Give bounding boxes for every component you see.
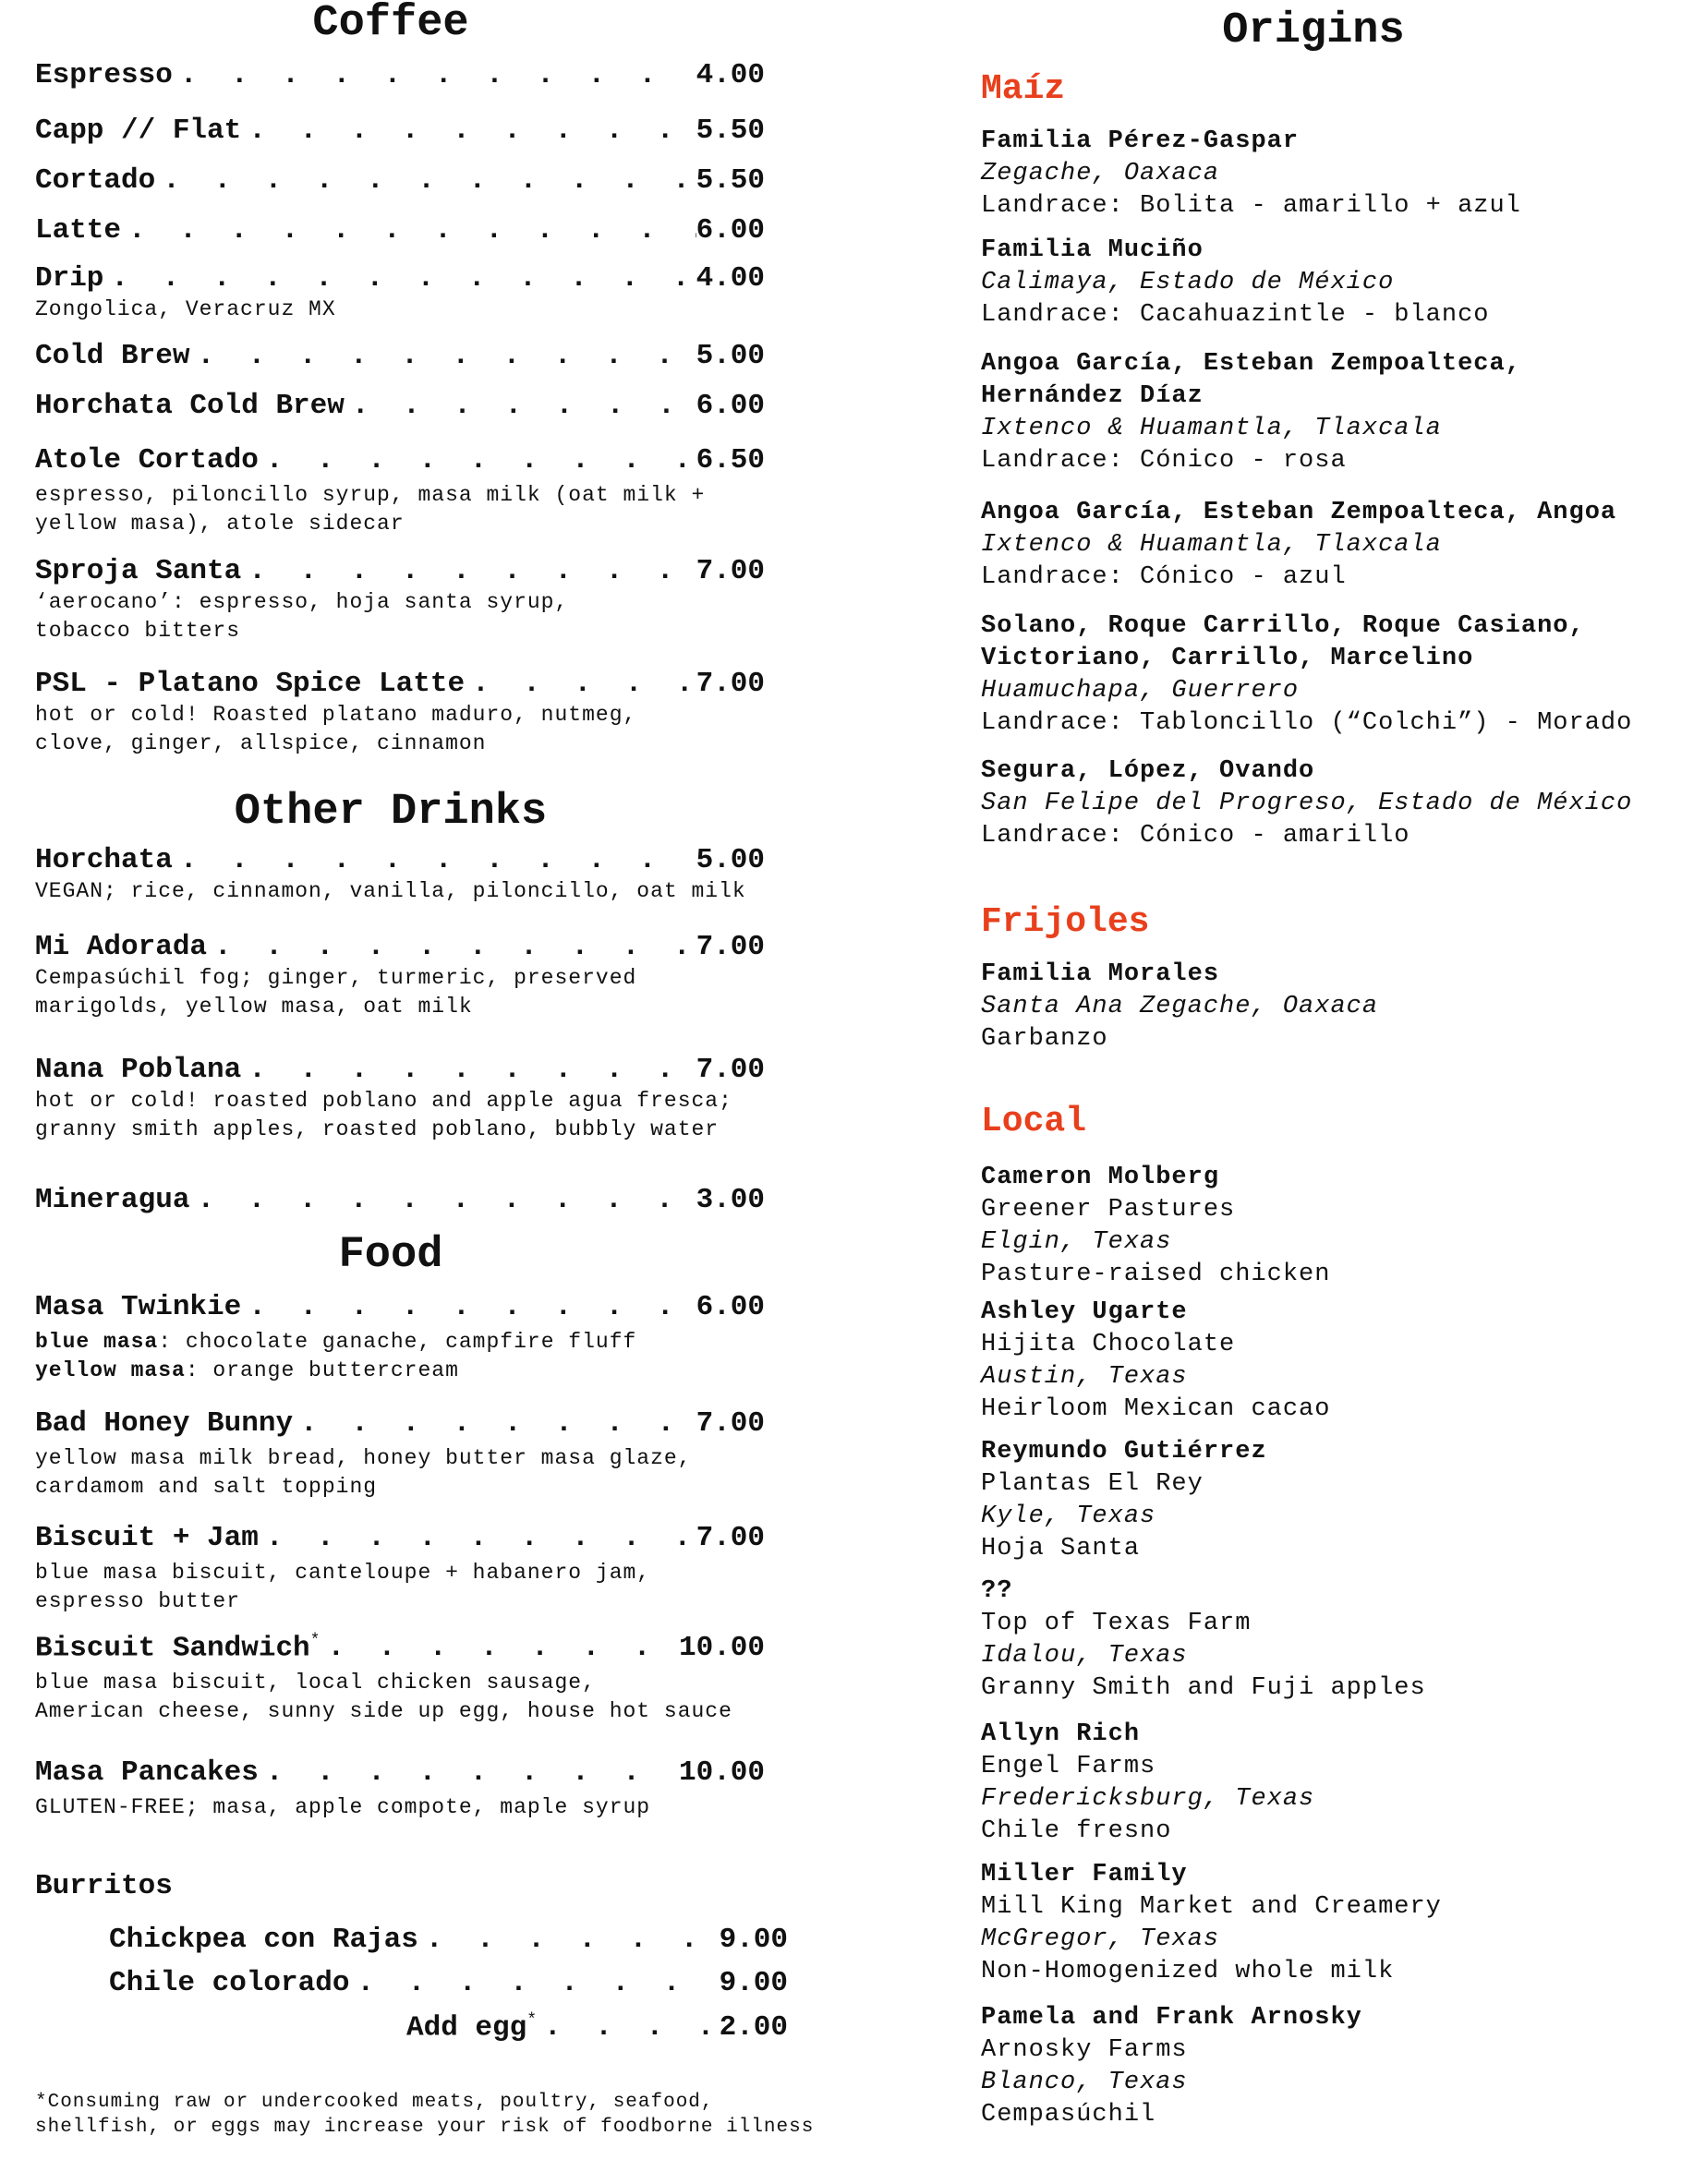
item-price: 7.00 [696,668,765,700]
producer-farm: Arnosky Farms [981,2036,1188,2064]
producer-name: Pamela and Frank Arnosky [981,2004,1362,2032]
item-name: Drip [35,262,104,295]
leader-dots [207,931,696,964]
leader-dots [103,262,696,296]
leader-dots [345,390,696,423]
producer-detail: Granny Smith and Fuji apples [981,1674,1426,1702]
item-description: yellow masa milk bread, honey butter masa glaze, cardamom and salt topping [35,1445,692,1499]
leader-dots [189,1184,696,1217]
burritos-heading: Burritos [35,1870,173,1902]
menu-item [35,1054,765,1144]
producer-farm: Mill King Market and Creamery [981,1893,1442,1921]
producer-name: Reymundo Gutiérrez [981,1438,1267,1466]
item-price: 6.00 [696,390,765,422]
leader-dots [241,115,696,148]
leader-dots [320,1632,679,1665]
item-price: 4.00 [696,59,765,91]
leader-dots [241,1054,696,1087]
leader-dots [537,2011,720,2045]
menu-item [35,262,765,324]
add-egg-item [406,2011,788,2045]
item-name: Cold Brew [35,340,190,372]
item-price: 7.00 [696,1407,765,1440]
origin-entry [981,1297,1701,1426]
producer-detail: Landrace: Cónico - amarillo [981,822,1410,850]
item-price: 5.50 [696,164,765,197]
item-price: 10.00 [678,1756,765,1789]
item-name: Masa Pancakes [35,1756,259,1789]
producer-place: Huamuchapa, Guerrero [981,677,1300,705]
producer-place: Blanco, Texas [981,2069,1188,2096]
producer-detail: Landrace: Cónico - azul [981,563,1347,591]
producer-place: Elgin, Texas [981,1228,1172,1256]
producer-detail: Chile fresno [981,1817,1172,1845]
leader-dots [418,1924,720,1957]
item-name: Mineragua [35,1184,190,1216]
leader-dots [121,214,696,247]
origin-entry [981,1575,1701,1705]
leader-dots [173,59,696,92]
item-desc-text: : orange buttercream [185,1357,459,1382]
item-name: Masa Twinkie [35,1291,242,1323]
item-name: Chile colorado [109,1967,350,1999]
producer-farm: Engel Farms [981,1753,1156,1780]
other-drinks-heading: Other Drinks [234,788,548,837]
leader-dots [465,668,696,701]
item-desc-text: : chocolate ganache, campfire fluff [158,1329,637,1354]
item-price: 9.00 [719,1967,788,1999]
leader-dots [259,1522,696,1555]
item-description: ‘aerocano’: espresso, hoja santa syrup, tobacco bitters [35,589,569,643]
item-name: Bad Honey Bunny [35,1407,294,1440]
producer-name: Familia Pérez-Gaspar [981,127,1300,155]
item-price: 6.00 [696,1291,765,1323]
producer-place: Calimaya, Estado de México [981,269,1395,296]
producer-detail: Landrace: Bolita - amarillo + azul [981,192,1521,220]
item-price: 6.00 [696,214,765,247]
asterisk: * [526,2011,538,2030]
producer-place: San Felipe del Progreso, Estado de México [981,790,1633,817]
producer-name: Allyn Rich [981,1720,1141,1748]
menu-item [35,214,765,247]
coffee-heading: Coffee [312,0,469,48]
origin-entry [981,755,1701,852]
leader-dots [155,164,696,198]
producer-place: Zegache, Oaxaca [981,160,1220,187]
item-name: Cortado [35,164,156,197]
menu-item [35,1407,765,1502]
menu-item [35,390,765,423]
producer-name: Familia Morales [981,960,1220,988]
menu-item [35,340,765,373]
producer-name: Cameron Molberg [981,1164,1220,1191]
producer-farm: Greener Pastures [981,1196,1236,1224]
item-desc-bold: blue masa [35,1329,159,1354]
item-name: Capp // Flat [35,115,242,147]
producer-farm: Hijita Chocolate [981,1331,1236,1358]
menu-item [35,1522,765,1616]
producer-detail: Hoja Santa [981,1535,1141,1563]
producer-name: Angoa García, Esteban Zempoalteca, Angoa [981,499,1617,526]
menu-item [35,1291,765,1385]
producer-place: Kyle, Texas [981,1502,1156,1530]
item-description: blue masa biscuit, canteloupe + habanero jam, espresso butter [35,1560,651,1613]
item-desc-bold: yellow masa [35,1357,186,1382]
origin-entry [981,959,1701,1056]
item-name: Horchata [35,844,173,876]
food-heading: Food [338,1231,443,1280]
origin-entry [981,497,1701,594]
menu-item [35,555,765,646]
item-price: 6.50 [696,444,765,477]
producer-name: Segura, López, Ovando [981,757,1315,785]
item-name: Biscuit + Jam [35,1522,259,1554]
producer-name: Angoa García, Esteban Zempoalteca, Hernández Díaz [981,350,1521,410]
item-price: 4.00 [696,262,765,295]
menu-item [35,844,765,906]
item-name: PSL - Platano Spice Latte [35,668,466,700]
menu-item [35,668,765,758]
origin-entry [981,610,1701,740]
item-name: Mi Adorada [35,931,208,963]
menu-item [35,444,765,538]
leader-dots [173,844,696,877]
item-price: 7.00 [696,1054,765,1086]
item-name: Sproja Santa [35,555,242,587]
item-name: Biscuit Sandwich [35,1632,310,1665]
item-price: 9.00 [719,1924,788,1956]
producer-detail: Pasture-raised chicken [981,1261,1331,1288]
item-description: Zongolica, Veracruz MX [35,296,336,321]
asterisk: * [309,1632,321,1650]
origins-heading: Origins [1222,6,1405,55]
item-price: 5.50 [696,115,765,147]
burrito-item [109,1924,788,1957]
origin-entry [981,126,1701,223]
item-price: 7.00 [696,1522,765,1554]
item-price: 7.00 [696,555,765,587]
origin-entry [981,235,1701,332]
producer-name: Solano, Roque Carrillo, Roque Casiano, Victoriano, Carrillo, Marcelino [981,612,1585,672]
item-price: 10.00 [678,1632,765,1665]
menu-item [35,59,765,92]
item-price: 7.00 [696,931,765,963]
producer-detail: Garbanzo [981,1025,1108,1053]
origin-entry [981,348,1701,477]
producer-name: Ashley Ugarte [981,1298,1188,1326]
item-name: Add egg [406,2011,527,2045]
origin-entry [981,1436,1701,1565]
item-description: blue masa biscuit, local chicken sausage, American cheese, sunny side up egg, house hot sauce [35,1670,732,1723]
producer-name: Familia Muciño [981,236,1204,264]
leader-dots [241,555,696,588]
item-name: Nana Poblana [35,1054,242,1086]
menu-item [35,164,765,198]
producer-detail: Non-Homogenized whole milk [981,1958,1395,1985]
leader-dots [259,444,696,477]
producer-detail: Landrace: Cónico - rosa [981,447,1347,475]
frijoles-heading: Frijoles [981,902,1150,942]
item-description: Cempasúchil fog; ginger, turmeric, preserved marigolds, yellow masa, oat milk [35,965,637,1019]
producer-place: McGregor, Texas [981,1925,1220,1953]
item-description: espresso, piloncillo syrup, masa milk (oat milk + yellow masa), atole sidecar [35,482,706,536]
producer-detail: Heirloom Mexican cacao [981,1395,1331,1423]
item-name: Atole Cortado [35,444,259,477]
leader-dots [293,1407,696,1441]
item-price: 3.00 [696,1184,765,1216]
origin-entry [981,1859,1701,1988]
footnote: *Consuming raw or undercooked meats, poultry, seafood, shellfish, or eggs may increase your risk of foodborne illness [35,2092,815,2138]
leader-dots [259,1756,679,1790]
burrito-item [109,1967,788,2000]
item-price: 2.00 [719,2011,788,2045]
origin-entry [981,1719,1701,1848]
producer-farm: Plantas El Rey [981,1470,1204,1498]
producer-place: Santa Ana Zegache, Oaxaca [981,993,1379,1020]
maiz-heading: Maíz [981,69,1066,109]
menu-item [35,1756,765,1822]
menu-item [35,931,765,1021]
item-description: hot or cold! roasted poblano and apple agua fresca; granny smith apples, roasted poblano, bubbly water [35,1088,732,1141]
item-name: Chickpea con Rajas [109,1924,418,1956]
item-description: hot or cold! Roasted platano maduro, nutmeg, clove, ginger, allspice, cinnamon [35,702,637,755]
menu-item [35,1632,765,1726]
producer-detail: Landrace: Cacahuazintle - blanco [981,301,1490,329]
origin-entry [981,1162,1701,1291]
producer-detail: Landrace: Tabloncillo (“Colchi”) - Morado [981,709,1633,737]
producer-place: Austin, Texas [981,1363,1188,1391]
item-name: Latte [35,214,122,247]
producer-place: Fredericksburg, Texas [981,1785,1315,1813]
producer-name: ?? [981,1577,1013,1605]
producer-place: Idalou, Texas [981,1642,1188,1670]
item-description: GLUTEN-FREE; masa, apple compote, maple syrup [35,1794,651,1819]
menu-item [35,1184,765,1217]
menu-item [35,115,765,148]
leader-dots [349,1967,719,2000]
item-price: 5.00 [696,844,765,876]
producer-place: Ixtenco & Huamantla, Tlaxcala [981,415,1442,442]
producer-detail: Cempasúchil [981,2101,1156,2129]
producer-farm: Top of Texas Farm [981,1610,1252,1637]
leader-dots [189,340,696,373]
producer-name: Miller Family [981,1861,1188,1888]
leader-dots [241,1291,696,1324]
origin-entry [981,2002,1701,2131]
item-price: 5.00 [696,340,765,372]
item-name: Espresso [35,59,173,91]
item-name: Horchata Cold Brew [35,390,345,422]
producer-place: Ixtenco & Huamantla, Tlaxcala [981,531,1442,559]
item-description: VEGAN; rice, cinnamon, vanilla, piloncillo, oat milk [35,878,746,903]
local-heading: Local [981,1102,1087,1141]
